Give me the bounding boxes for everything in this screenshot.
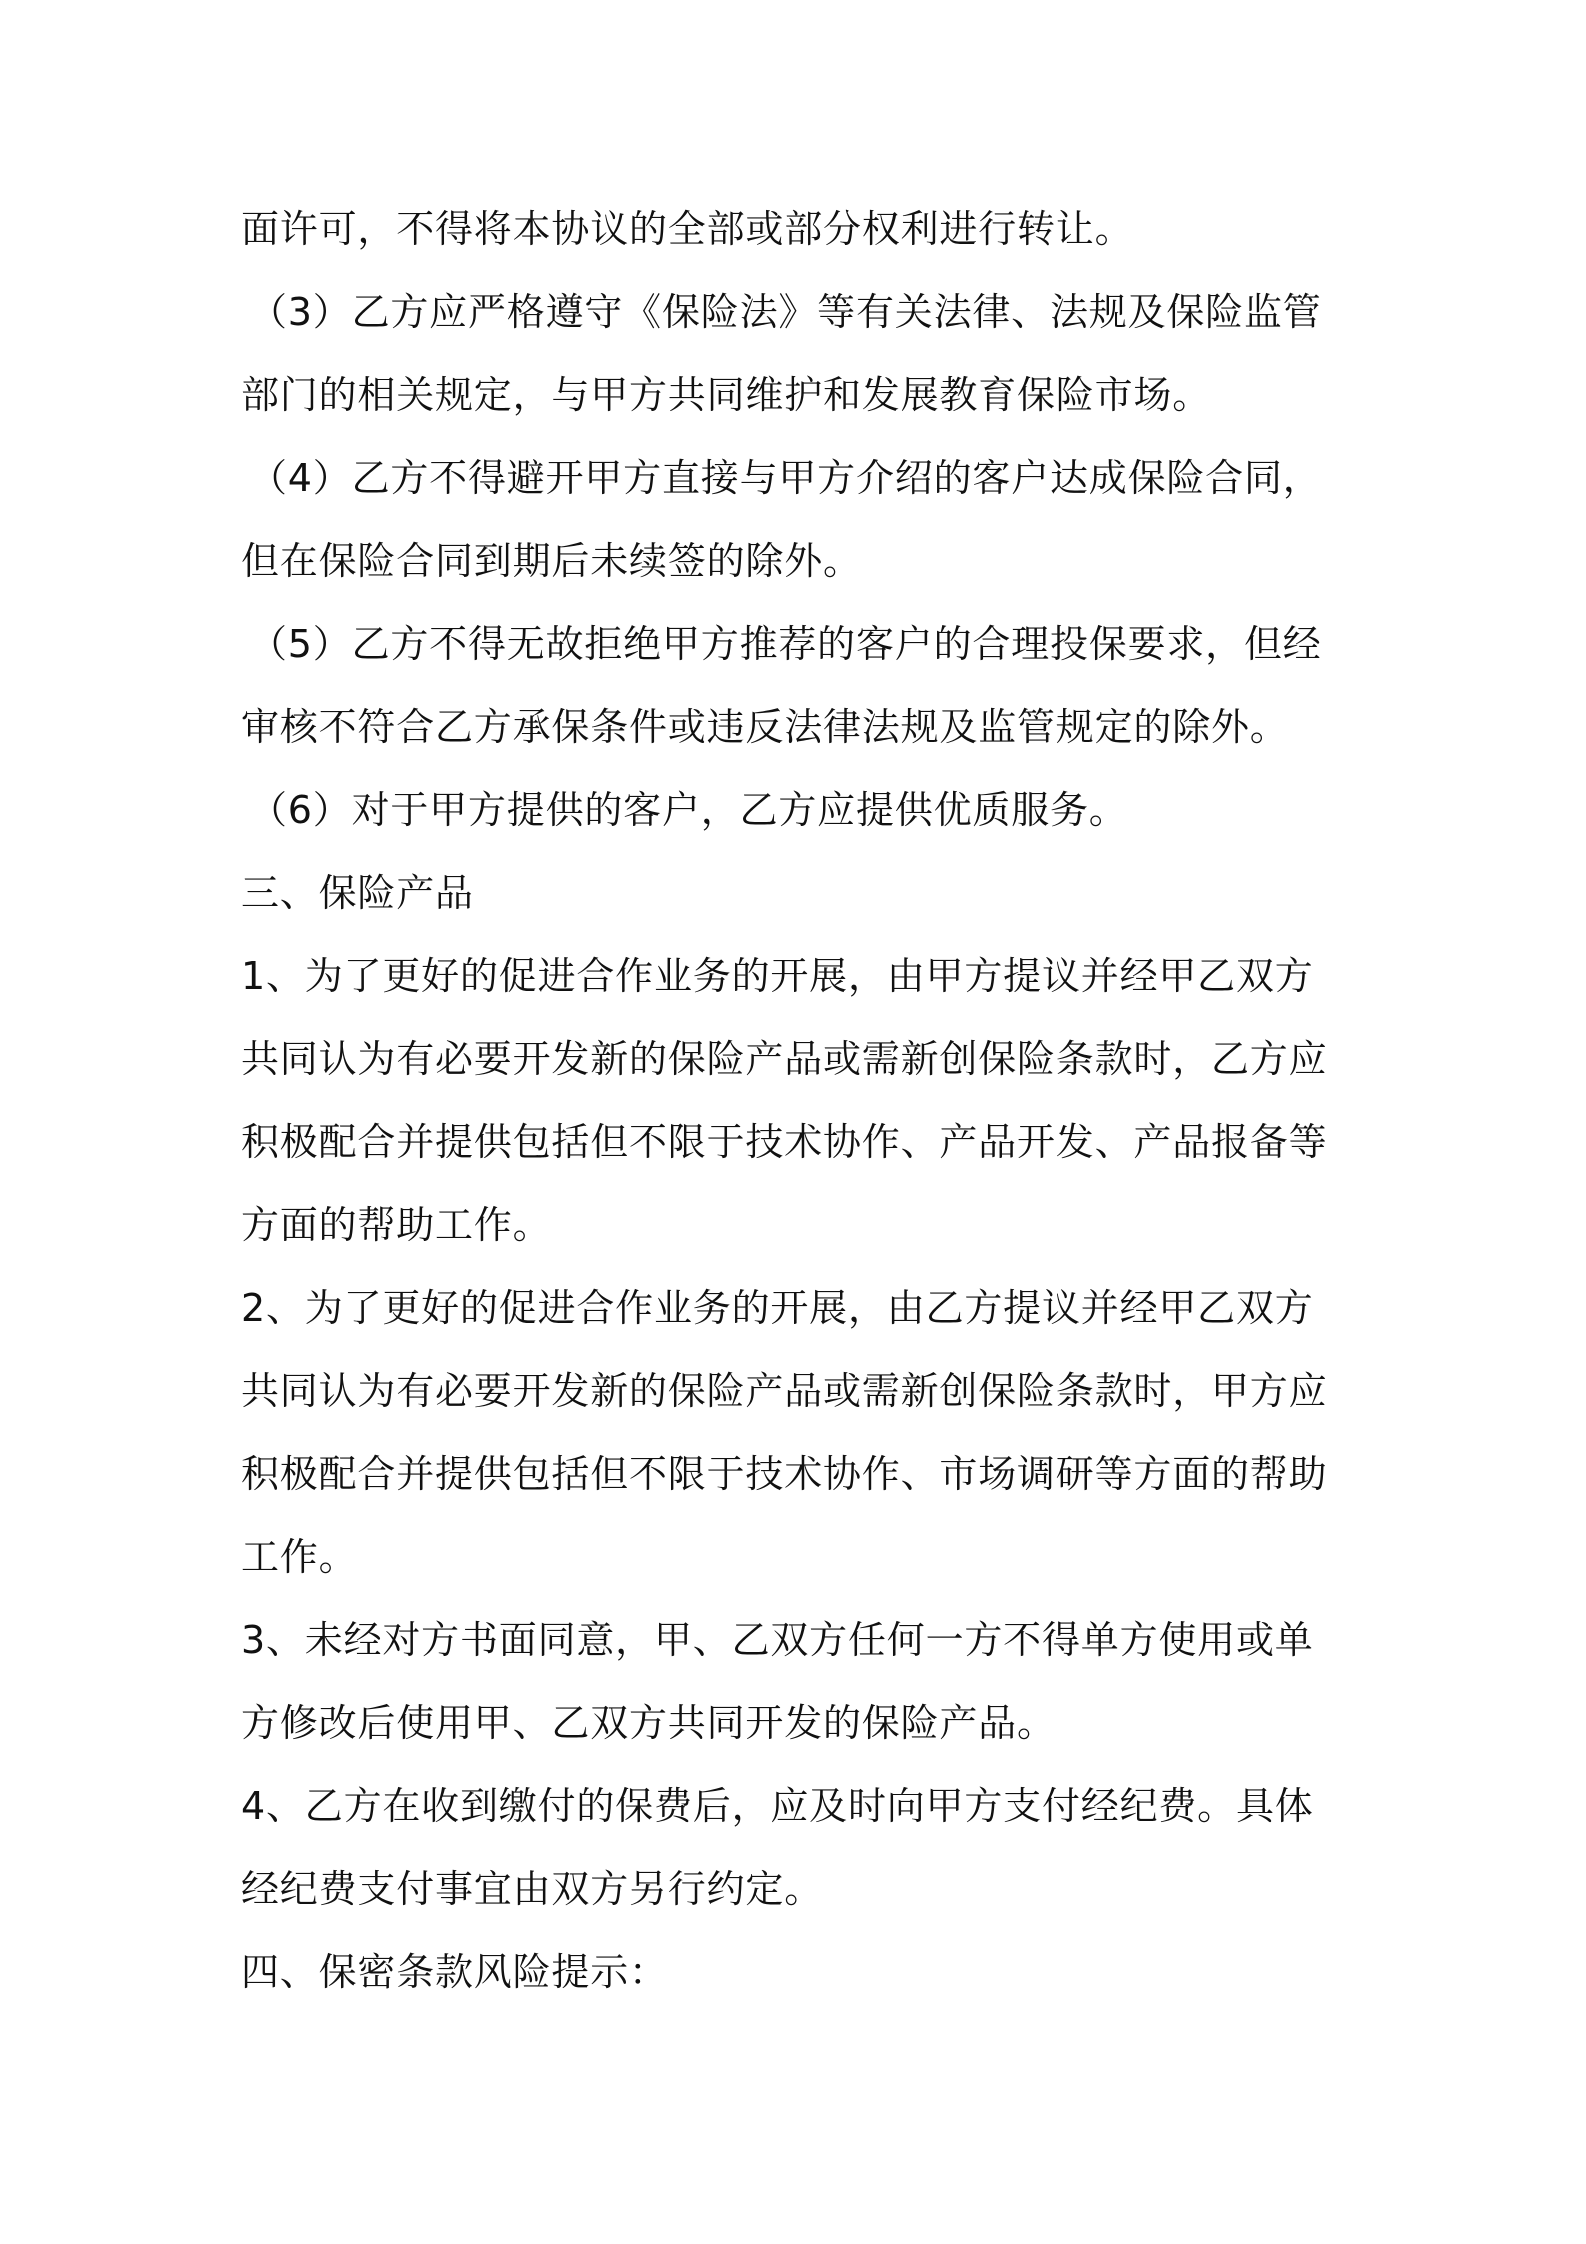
paragraph-line: 经纪费支付事宜由双方另行约定。 (241, 1867, 824, 1911)
paragraph-line: 部门的相关规定，与甲方共同维护和发展教育保险市场。 (241, 373, 1212, 417)
paragraph-line: 共同认为有必要开发新的保险产品或需新创保险条款时，乙方应 (241, 1037, 1328, 1081)
paragraph-line: 共同认为有必要开发新的保险产品或需新创保险条款时，甲方应 (241, 1369, 1328, 1413)
clause-5-line: （5）乙方不得无故拒绝甲方推荐的客户的合理投保要求，但经 (249, 622, 1322, 666)
paragraph-line: 积极配合并提供包括但不限于技术协作、产品开发、产品报备等 (241, 1120, 1328, 1164)
clause-4-line: （4）乙方不得避开甲方直接与甲方介绍的客户达成保险合同， (249, 456, 1322, 500)
paragraph-line: 方修改后使用甲、乙双方共同开发的保险产品。 (241, 1701, 1056, 1745)
paragraph-line: 积极配合并提供包括但不限于技术协作、市场调研等方面的帮助 (241, 1452, 1328, 1496)
paragraph-line: 审核不符合乙方承保条件或违反法律法规及监管规定的除外。 (241, 705, 1289, 749)
paragraph-line: 面许可，不得将本协议的全部或部分权利进行转让。 (241, 207, 1134, 251)
clause-3-line: （3）乙方应严格遵守《保险法》等有关法律、法规及保险监管 (249, 290, 1322, 334)
section-heading-confidentiality: 四、保密条款风险提示： (241, 1950, 668, 1994)
paragraph-line: 工作。 (241, 1535, 358, 1579)
item-2-line: 2、为了更好的促进合作业务的开展，由乙方提议并经甲乙双方 (241, 1286, 1314, 1330)
item-1-line: 1、为了更好的促进合作业务的开展，由甲方提议并经甲乙双方 (241, 954, 1314, 998)
section-heading-insurance-products: 三、保险产品 (241, 871, 474, 915)
paragraph-line: 但在保险合同到期后未续签的除外。 (241, 539, 862, 583)
clause-6-line: （6）对于甲方提供的客户，乙方应提供优质服务。 (249, 788, 1128, 832)
item-4-line: 4、乙方在收到缴付的保费后，应及时向甲方支付经纪费。具体 (241, 1784, 1314, 1828)
document-body (241, 188, 1361, 2014)
paragraph-line: 方面的帮助工作。 (241, 1203, 552, 1247)
item-3-line: 3、未经对方书面同意，甲、乙双方任何一方不得单方使用或单 (241, 1618, 1314, 1662)
